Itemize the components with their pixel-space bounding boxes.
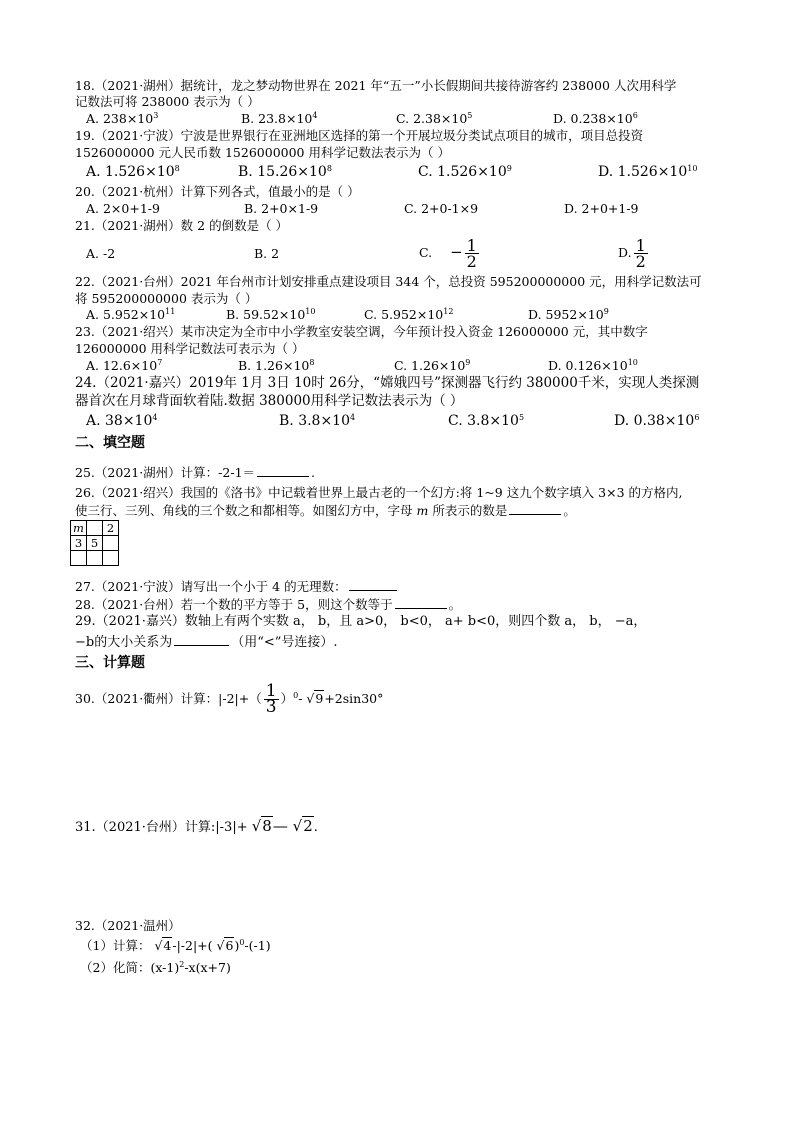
q18-option-d[interactable]: D. $0.238\times 10^6$ (553, 111, 638, 126)
grid-cell: m (71, 521, 87, 536)
q19-options (86, 164, 726, 182)
q21-option-d[interactable]: D. $\frac{1}{2}$ (618, 236, 646, 271)
q21-options (86, 238, 726, 274)
q19-option-d[interactable]: D. $1.526\times 10^{10}$ (598, 164, 698, 180)
q21-d-fraction: $\frac{1}{2}$ (635, 236, 646, 271)
q32-part2: （2）化简：$(x-1)^2-x(x+7)$ (80, 960, 231, 975)
section-fill-in-title: 二、填空题 (75, 435, 145, 451)
q31-line: 31.（2021·台州）计算:|-3|+ √8— √2. (75, 817, 318, 835)
q22-option-d[interactable]: D. $5952\times 10^9$ (528, 307, 609, 322)
q24-option-c[interactable]: C. $3.8\times 10^5$ (448, 413, 525, 429)
q31-sqrt-8: √8 (251, 817, 272, 835)
q20-option-c[interactable]: C. 2+0-1×9 (404, 201, 479, 216)
q22-line1: 22.（2021·台州）2021 年台州市计划安排重点建设项目 344 个，总投资 595200000000 元，用科学记数法可 (75, 274, 702, 289)
q21-option-a[interactable]: A. -2 (86, 246, 116, 261)
q21-option-c[interactable]: C. − $\frac{1}{2}$ (419, 236, 477, 271)
q21-c-fraction: $\frac{1}{2}$ (466, 236, 477, 271)
q22-options (86, 307, 726, 325)
q22-option-b[interactable]: B. $59.52\times 10^{10}$ (226, 307, 316, 322)
q27-answer-blank[interactable] (349, 578, 397, 591)
q19-option-a[interactable]: A. $1.526\times 10^8$ (86, 164, 180, 180)
q30-fraction: $\frac{1}{3}$ (265, 681, 277, 717)
q19-option-b[interactable]: B. $15.26\times 10^8$ (238, 164, 332, 180)
q20-option-a[interactable]: A. 2×0+1-9 (86, 201, 160, 216)
q27-line: 27.（2021·宁波）请写出一个小于 4 的无理数： (75, 578, 399, 595)
q24-option-a[interactable]: A. $38\times 10^4$ (86, 413, 158, 429)
q21-line1: 21.（2021·湖州）数 2 的倒数是（ ） (75, 218, 289, 233)
q29-line2: −b的大小关系为 （用“<”号连接）. (75, 635, 338, 650)
q20-option-b[interactable]: B. 2+0×1-9 (244, 201, 319, 216)
q22-option-a[interactable]: A. $5.952\times 10^{11}$ (86, 307, 176, 322)
q32-part1: （1）计算： √4-|-2|+( √6)$^0$-(-1) (80, 936, 271, 956)
q18-options (86, 111, 726, 129)
q25-line: 25.（2021·湖州）计算：-2-1＝ . (75, 465, 316, 480)
q22-line2: 将 595200000000 表示为（ ） (75, 291, 258, 306)
q28-line: 28.（2021·台州）若一个数的平方等于 5，则这个数等于 。 (75, 597, 462, 612)
q18-line1: 18.（2021·湖州）据统计，龙之梦动物世界在 2021 年“五一”小长假期间共接待游客约 238000 人次用科学 (75, 78, 677, 93)
q19-line1: 19.（2021·宁波）宁波是世界银行在亚洲地区选择的第一个开展垃圾分类试点项目的城市，项目总投资 (75, 128, 644, 143)
grid-cell (87, 551, 103, 566)
q24-option-d[interactable]: D. $0.38\times 10^6$ (614, 413, 700, 429)
q23-option-c[interactable]: C. $1.26\times 10^9$ (394, 358, 471, 373)
section-calculation-title: 三、计算题 (75, 655, 145, 671)
q32-sqrt-6: √6 (216, 938, 234, 953)
q22-option-c[interactable]: C. $5.952\times 10^{12}$ (364, 307, 454, 322)
q19-line2: 1526000000 元人民币数 1526000000 用科学记数法表示为（ ） (75, 145, 450, 160)
grid-cell (87, 521, 103, 536)
q20-line1: 20.（2021·杭州）计算下列各式，值最小的是（ ） (75, 184, 360, 199)
q28-answer-blank[interactable] (395, 596, 447, 609)
q19-option-c[interactable]: C. $1.526\times 10^9$ (418, 164, 512, 180)
q26-line2: 使三行、三列、角线的三个数之和都相等。如图幻方中，字母 m 所表示的数是 。 (75, 503, 576, 518)
q23-option-d[interactable]: D. $0.126\times 10^{10}$ (548, 358, 638, 373)
grid-cell (71, 551, 87, 566)
grid-cell: 2 (103, 521, 119, 536)
q18-option-c[interactable]: C. $2.38\times 10^5$ (396, 111, 473, 126)
q29-answer-blank[interactable] (174, 633, 229, 646)
q23-option-b[interactable]: B. $1.26\times 10^8$ (238, 358, 315, 373)
q18-option-a[interactable]: A. $238\times 10^3$ (86, 111, 159, 126)
q24-options (86, 413, 726, 431)
magic-square-grid (70, 520, 119, 566)
q30-sqrt: √9 (306, 691, 324, 706)
q31-sqrt-2: √2 (292, 817, 313, 835)
q29-line1: 29.（2021·嘉兴）数轴上有两个实数 a， b，且 a>0， b<0， a+ b<0，则四个数 a， b， −a， (75, 614, 647, 629)
q18-line2: 记数法可将 238000 表示为（ ） (75, 94, 260, 109)
q26-line1: 26.（2021·绍兴）我国的《洛书》中记载着世界上最古老的一个幻方:将 1~9 这九个数字填入 3×3 的方格内, (75, 485, 683, 500)
q24-line1: 24.（2021·嘉兴）2019年 1月 3日 10时 26分，“嫦娥四号”探测器飞行约 380000千米，实现人类探测 (75, 375, 700, 391)
grid-cell: 3 (71, 536, 87, 551)
q30-line: 30.（2021·衢州）计算：|-2|+（ $\frac{1}{3}$ ）$^0$- √9+2sin30° (75, 681, 384, 717)
q24-option-b[interactable]: B. $3.8\times 10^4$ (279, 413, 356, 429)
q23-options (86, 358, 726, 376)
q21-option-b[interactable]: B. 2 (254, 246, 280, 261)
q20-options (86, 201, 726, 219)
q23-line1: 23.（2021·绍兴）某市决定为全市中小学教室安装空调，今年预计投入资金 126000000 元，其中数字 (75, 324, 648, 339)
q24-line2: 器首次在月球背面软着陆.数据 380000用科学记数法表示为（ ） (75, 393, 464, 409)
q23-line2: 126000000 用科学记数法可表示为（ ） (75, 341, 305, 356)
grid-cell: 5 (87, 536, 103, 551)
grid-cell (103, 551, 119, 566)
q32-head: 32.（2021·温州） (75, 918, 181, 933)
q23-option-a[interactable]: A. $12.6\times 10^7$ (86, 358, 163, 373)
grid-cell (103, 536, 119, 551)
q25-answer-blank[interactable] (257, 464, 309, 477)
q18-option-b[interactable]: B. $23.8\times 10^4$ (241, 111, 318, 126)
q20-option-d[interactable]: D. 2+0+1-9 (564, 201, 639, 216)
q26-answer-blank[interactable] (509, 502, 561, 515)
q32-sqrt-4: √4 (154, 938, 172, 953)
